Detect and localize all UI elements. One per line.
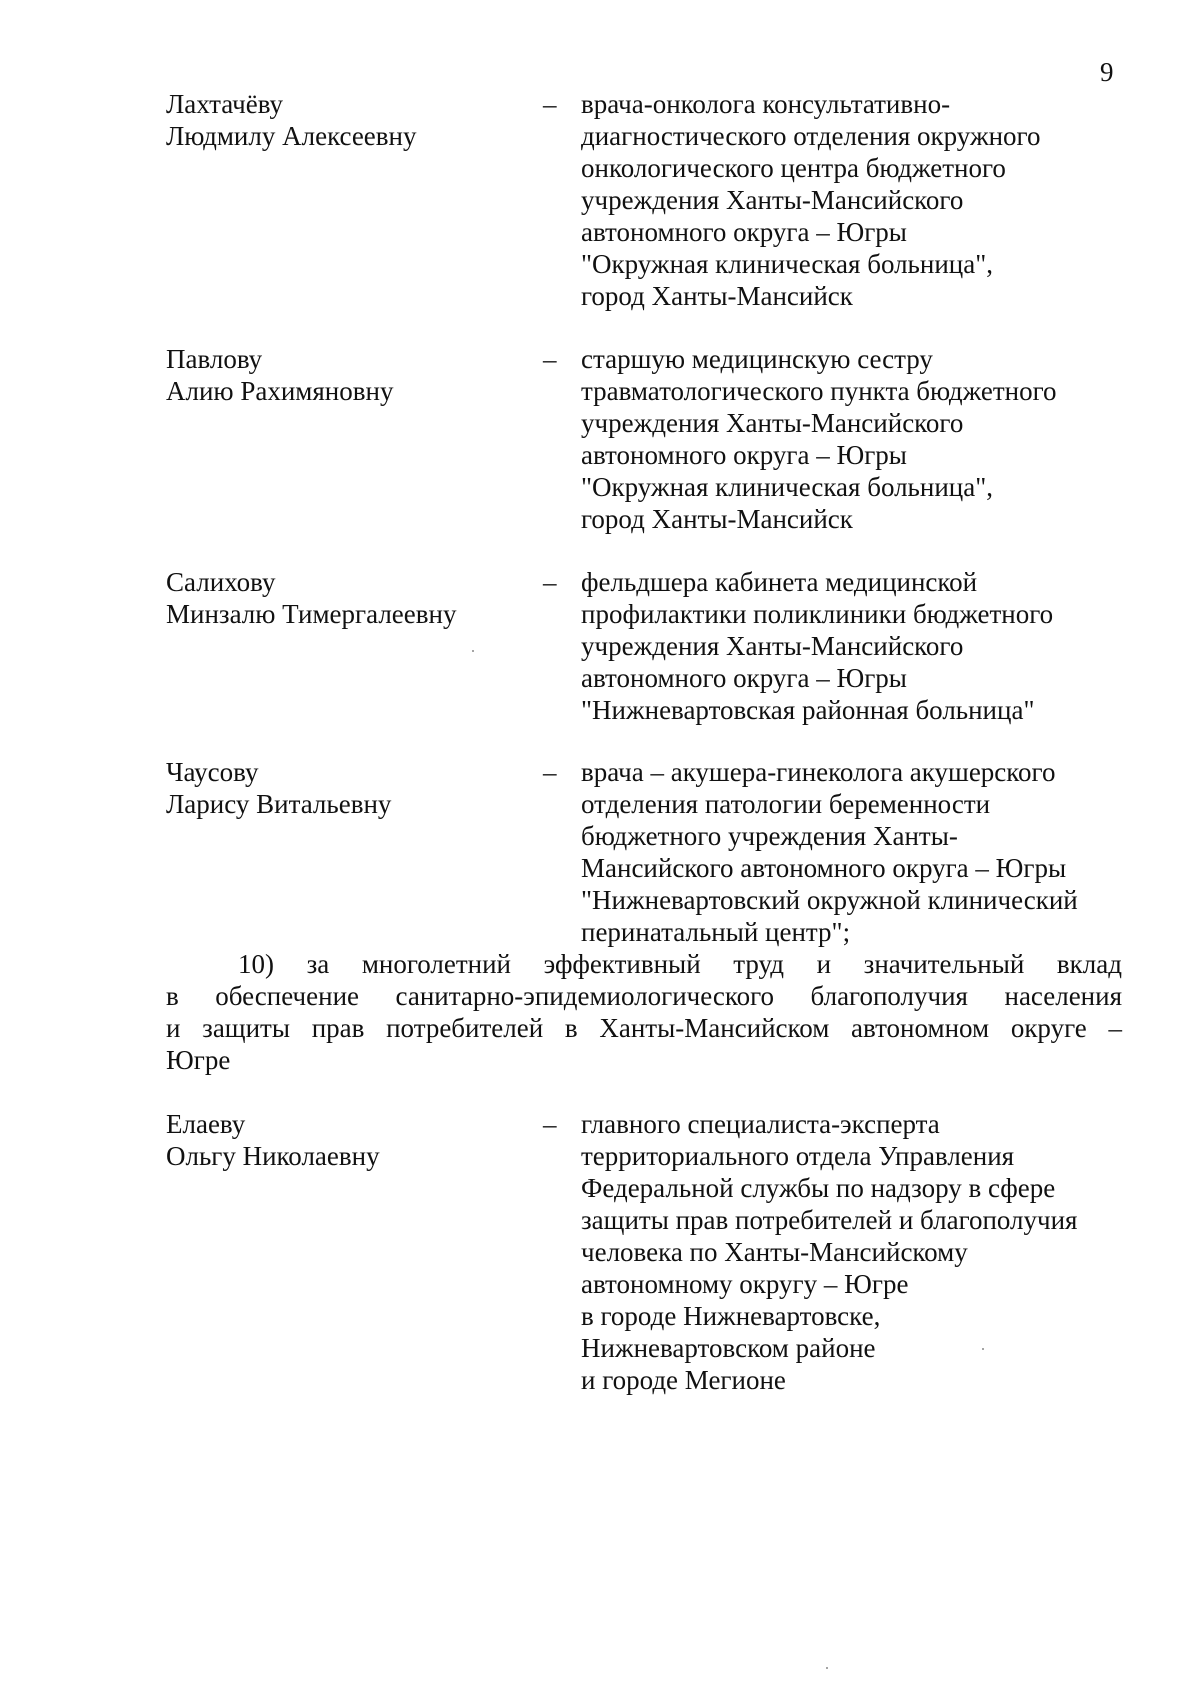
- description-line: травматологического пункта бюджетного: [581, 376, 1057, 406]
- position-description: [581, 756, 1126, 948]
- description-line: и городе Мегионе: [581, 1365, 786, 1395]
- person-surname: Салихову: [166, 567, 276, 597]
- award-category-paragraph: [166, 948, 1122, 1076]
- description-line: город Ханты-Мансийск: [581, 281, 853, 311]
- position-description: [581, 566, 1126, 726]
- person-name: [166, 566, 526, 630]
- person-name: [166, 343, 526, 407]
- description-line: автономного округа – Югры: [581, 217, 907, 247]
- description-line: врача-онколога консультативно-: [581, 89, 951, 119]
- description-line: человека по Ханты-Мансийскому: [581, 1237, 968, 1267]
- paragraph-line: и защиты прав потребителей в Ханты-Мансийском автономном округе –: [166, 1013, 1122, 1043]
- dash-separator: –: [543, 757, 557, 787]
- person-given-name: Людмилу Алексеевну: [166, 121, 417, 151]
- person-given-name: Ольгу Николаевну: [166, 1141, 380, 1171]
- description-line: перинатальный центр";: [581, 917, 851, 947]
- person-given-name: Минзалю Тимергалеевну: [166, 599, 457, 629]
- person-given-name: Алию Рахимяновну: [166, 376, 394, 406]
- page-number: 9: [1100, 57, 1114, 87]
- description-line: отделения патологии беременности: [581, 789, 991, 819]
- description-line: город Ханты-Мансийск: [581, 504, 853, 534]
- position-description: [581, 343, 1126, 535]
- description-line: фельдшера кабинета медицинской: [581, 567, 978, 597]
- description-line: автономному округу – Югре: [581, 1269, 909, 1299]
- description-line: в городе Нижневартовске,: [581, 1301, 881, 1331]
- description-line: автономного округа – Югры: [581, 440, 907, 470]
- description-line: бюджетного учреждения Ханты-: [581, 821, 958, 851]
- person-given-name: Ларису Витальевну: [166, 789, 392, 819]
- description-line: врача – акушера-гинеколога акушерского: [581, 757, 1056, 787]
- paragraph-line: 10) за многолетний эффективный труд и значительный вклад: [238, 949, 1122, 979]
- dash-separator: –: [543, 89, 557, 119]
- description-line: профилактики поликлиники бюджетного: [581, 599, 1054, 629]
- person-name: [166, 88, 526, 152]
- description-line: "Окружная клиническая больница",: [581, 472, 993, 502]
- person-name: [166, 1108, 526, 1172]
- description-line: онкологического центра бюджетного: [581, 153, 1006, 183]
- scan-speck: [982, 1348, 984, 1350]
- position-description: [581, 1108, 1126, 1396]
- description-line: территориального отдела Управления: [581, 1141, 1015, 1171]
- dash-separator: –: [543, 344, 557, 374]
- description-line: учреждения Ханты-Мансийского: [581, 408, 964, 438]
- description-line: старшую медицинскую сестру: [581, 344, 933, 374]
- description-line: автономного округа – Югры: [581, 663, 907, 693]
- description-line: "Нижневартовский окружной клинический: [581, 885, 1078, 915]
- dash-separator: –: [543, 1109, 557, 1139]
- description-line: учреждения Ханты-Мансийского: [581, 631, 964, 661]
- description-line: Федеральной службы по надзору в сфере: [581, 1173, 1056, 1203]
- scan-speck: [472, 650, 474, 652]
- description-line: защиты прав потребителей и благополучия: [581, 1205, 1078, 1235]
- person-name: [166, 756, 526, 820]
- position-description: [581, 88, 1126, 312]
- paragraph-line: в обеспечение санитарно-эпидемиологического благополучия населения: [166, 981, 1122, 1011]
- description-line: "Окружная клиническая больница",: [581, 249, 993, 279]
- description-line: Мансийского автономного округа – Югры: [581, 853, 1067, 883]
- description-line: диагностического отделения окружного: [581, 121, 1041, 151]
- paragraph-line: Югре: [166, 1045, 231, 1075]
- description-line: главного специалиста-эксперта: [581, 1109, 940, 1139]
- dash-separator: –: [543, 567, 557, 597]
- person-surname: Чаусову: [166, 757, 259, 787]
- description-line: учреждения Ханты-Мансийского: [581, 185, 964, 215]
- person-surname: Лахтачёву: [166, 89, 284, 119]
- scan-speck: [826, 1667, 828, 1669]
- description-line: "Нижневартовская районная больница": [581, 695, 1035, 725]
- description-line: Нижневартовском районе: [581, 1333, 876, 1363]
- person-surname: Елаеву: [166, 1109, 246, 1139]
- person-surname: Павлову: [166, 344, 263, 374]
